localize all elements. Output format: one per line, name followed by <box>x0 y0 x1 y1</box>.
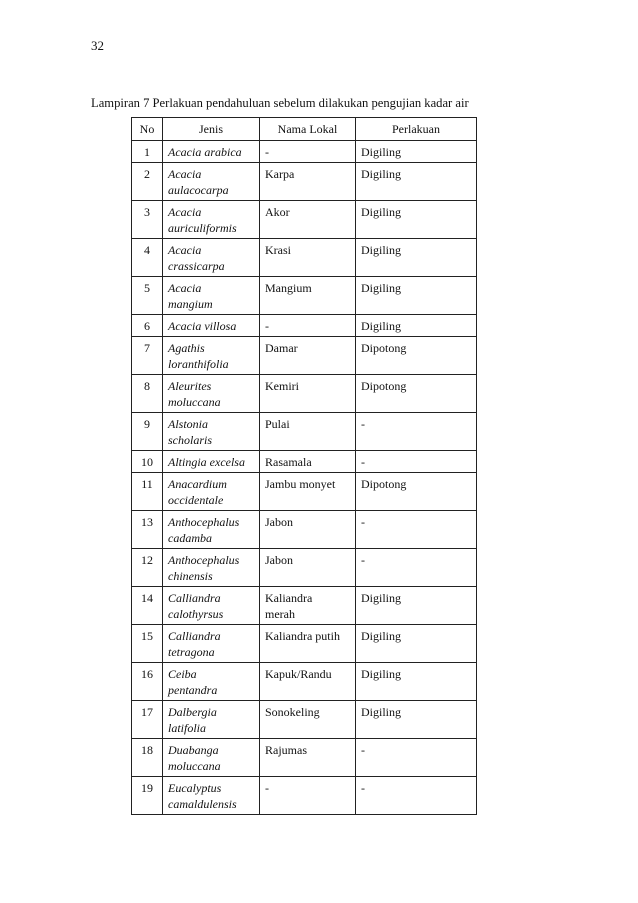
nama-lokal-line: Rasamala <box>265 455 312 469</box>
table-row <box>132 511 477 549</box>
cell-perlakuan: Digiling <box>356 277 477 315</box>
nama-lokal-line: Damar <box>265 341 298 355</box>
jenis-line: Calliandra <box>168 629 221 643</box>
cell-perlakuan: Digiling <box>356 315 477 337</box>
jenis-line: Anacardium <box>168 477 227 491</box>
nama-lokal-line: Akor <box>265 205 290 219</box>
jenis-line: Aleurites <box>168 379 212 393</box>
jenis-line: cadamba <box>168 531 212 545</box>
cell-nama-lokal <box>260 701 356 739</box>
cell-jenis <box>163 549 260 587</box>
jenis-line: aulacocarpa <box>168 183 229 197</box>
cell-nama-lokal <box>260 375 356 413</box>
table-row <box>132 375 477 413</box>
cell-jenis <box>163 739 260 777</box>
nama-lokal-line: Krasi <box>265 243 291 257</box>
table-row <box>132 587 477 625</box>
cell-jenis <box>163 777 260 815</box>
jenis-line: Ceiba <box>168 667 197 681</box>
jenis-line: Calliandra <box>168 591 221 605</box>
cell-jenis <box>163 375 260 413</box>
jenis-line: moluccana <box>168 759 221 773</box>
cell-perlakuan: Dipotong <box>356 375 477 413</box>
table-body <box>132 141 477 815</box>
cell-perlakuan: Digiling <box>356 701 477 739</box>
cell-perlakuan: - <box>356 739 477 777</box>
table-row <box>132 625 477 663</box>
cell-no: 5 <box>132 277 163 315</box>
table-row <box>132 549 477 587</box>
table-row <box>132 451 477 473</box>
cell-no: 18 <box>132 739 163 777</box>
cell-perlakuan: Digiling <box>356 163 477 201</box>
cell-jenis <box>163 625 260 663</box>
jenis-line: Acacia <box>168 205 202 219</box>
nama-lokal-line: merah <box>265 607 295 621</box>
jenis-line: Duabanga <box>168 743 219 757</box>
header-no: No <box>132 118 163 141</box>
nama-lokal-line: Jabon <box>265 515 293 529</box>
cell-jenis <box>163 163 260 201</box>
table-row <box>132 701 477 739</box>
cell-jenis <box>163 473 260 511</box>
cell-no: 11 <box>132 473 163 511</box>
nama-lokal-line: - <box>265 781 269 795</box>
nama-lokal-line: Kapuk/Randu <box>265 667 332 681</box>
cell-perlakuan: - <box>356 511 477 549</box>
table-row <box>132 777 477 815</box>
jenis-line: latifolia <box>168 721 207 735</box>
cell-nama-lokal <box>260 473 356 511</box>
cell-jenis <box>163 451 260 473</box>
nama-lokal-line: Kemiri <box>265 379 299 393</box>
jenis-line: Agathis <box>168 341 205 355</box>
nama-lokal-line: Mangium <box>265 281 312 295</box>
cell-no: 3 <box>132 201 163 239</box>
cell-jenis <box>163 413 260 451</box>
nama-lokal-line: Kaliandra putih <box>265 629 340 643</box>
jenis-line: Altingia excelsa <box>168 455 245 469</box>
cell-nama-lokal <box>260 511 356 549</box>
nama-lokal-line: Rajumas <box>265 743 307 757</box>
page-number: 32 <box>91 38 104 53</box>
table-row <box>132 663 477 701</box>
jenis-line: Acacia arabica <box>168 145 242 159</box>
cell-nama-lokal <box>260 337 356 375</box>
cell-nama-lokal <box>260 239 356 277</box>
cell-perlakuan: Digiling <box>356 141 477 163</box>
cell-nama-lokal <box>260 141 356 163</box>
nama-lokal-line: Pulai <box>265 417 290 431</box>
table-caption: Lampiran 7 Perlakuan pendahuluan sebelum dilakukan pengujian kadar air <box>91 96 469 110</box>
jenis-line: auriculiformis <box>168 221 237 235</box>
nama-lokal-line: Kaliandra <box>265 591 313 605</box>
jenis-line: Eucalyptus <box>168 781 222 795</box>
cell-jenis <box>163 141 260 163</box>
cell-nama-lokal <box>260 315 356 337</box>
cell-no: 17 <box>132 701 163 739</box>
cell-jenis <box>163 511 260 549</box>
jenis-line: calothyrsus <box>168 607 224 621</box>
cell-nama-lokal <box>260 451 356 473</box>
cell-perlakuan: Digiling <box>356 625 477 663</box>
header-jenis: Jenis <box>163 118 260 141</box>
jenis-line: Acacia <box>168 243 202 257</box>
jenis-line: mangium <box>168 297 213 311</box>
cell-nama-lokal <box>260 777 356 815</box>
jenis-line: Dalbergia <box>168 705 217 719</box>
jenis-line: Acacia villosa <box>168 319 237 333</box>
cell-nama-lokal <box>260 587 356 625</box>
table-row <box>132 473 477 511</box>
table-row <box>132 163 477 201</box>
jenis-line: occidentale <box>168 493 224 507</box>
jenis-line: Acacia <box>168 167 202 181</box>
cell-perlakuan: Dipotong <box>356 337 477 375</box>
cell-jenis <box>163 315 260 337</box>
cell-nama-lokal <box>260 625 356 663</box>
table-row <box>132 315 477 337</box>
cell-no: 16 <box>132 663 163 701</box>
cell-no: 2 <box>132 163 163 201</box>
jenis-line: loranthifolia <box>168 357 229 371</box>
cell-nama-lokal <box>260 663 356 701</box>
cell-perlakuan: Digiling <box>356 587 477 625</box>
jenis-line: chinensis <box>168 569 213 583</box>
table-row <box>132 201 477 239</box>
cell-jenis <box>163 337 260 375</box>
cell-no: 4 <box>132 239 163 277</box>
jenis-line: Alstonia <box>168 417 209 431</box>
cell-perlakuan: Digiling <box>356 239 477 277</box>
cell-nama-lokal <box>260 549 356 587</box>
cell-jenis <box>163 587 260 625</box>
table-row <box>132 413 477 451</box>
jenis-line: tetragona <box>168 645 215 659</box>
cell-jenis <box>163 663 260 701</box>
cell-no: 7 <box>132 337 163 375</box>
cell-perlakuan: - <box>356 549 477 587</box>
table-row <box>132 141 477 163</box>
table-row <box>132 337 477 375</box>
nama-lokal-line: Jambu monyet <box>265 477 336 491</box>
cell-nama-lokal <box>260 413 356 451</box>
cell-nama-lokal <box>260 163 356 201</box>
cell-no: 19 <box>132 777 163 815</box>
jenis-line: moluccana <box>168 395 221 409</box>
jenis-line: Anthocephalus <box>168 515 240 529</box>
cell-no: 10 <box>132 451 163 473</box>
jenis-line: Acacia <box>168 281 202 295</box>
cell-nama-lokal <box>260 739 356 777</box>
table-row <box>132 277 477 315</box>
cell-no: 14 <box>132 587 163 625</box>
cell-no: 13 <box>132 511 163 549</box>
jenis-line: pentandra <box>168 683 218 697</box>
cell-jenis <box>163 239 260 277</box>
cell-jenis <box>163 701 260 739</box>
cell-perlakuan: - <box>356 777 477 815</box>
cell-nama-lokal <box>260 277 356 315</box>
cell-perlakuan: Dipotong <box>356 473 477 511</box>
nama-lokal-line: Jabon <box>265 553 293 567</box>
cell-no: 1 <box>132 141 163 163</box>
cell-perlakuan: Digiling <box>356 201 477 239</box>
table-header-row <box>132 118 477 141</box>
table-row <box>132 239 477 277</box>
jenis-line: Anthocephalus <box>168 553 240 567</box>
jenis-line: scholaris <box>168 433 213 447</box>
header-perlakuan: Perlakuan <box>356 118 477 141</box>
cell-no: 6 <box>132 315 163 337</box>
cell-jenis <box>163 201 260 239</box>
species-treatment-table <box>131 117 477 815</box>
table-row <box>132 739 477 777</box>
cell-perlakuan: - <box>356 451 477 473</box>
cell-no: 12 <box>132 549 163 587</box>
header-nama-lokal: Nama Lokal <box>260 118 356 141</box>
nama-lokal-line: - <box>265 145 269 159</box>
nama-lokal-line: - <box>265 319 269 333</box>
jenis-line: camaldulensis <box>168 797 237 811</box>
cell-perlakuan: - <box>356 413 477 451</box>
jenis-line: crassicarpa <box>168 259 225 273</box>
nama-lokal-line: Sonokeling <box>265 705 320 719</box>
cell-perlakuan: Digiling <box>356 663 477 701</box>
cell-no: 9 <box>132 413 163 451</box>
cell-jenis <box>163 277 260 315</box>
cell-nama-lokal <box>260 201 356 239</box>
cell-no: 15 <box>132 625 163 663</box>
nama-lokal-line: Karpa <box>265 167 295 181</box>
cell-no: 8 <box>132 375 163 413</box>
